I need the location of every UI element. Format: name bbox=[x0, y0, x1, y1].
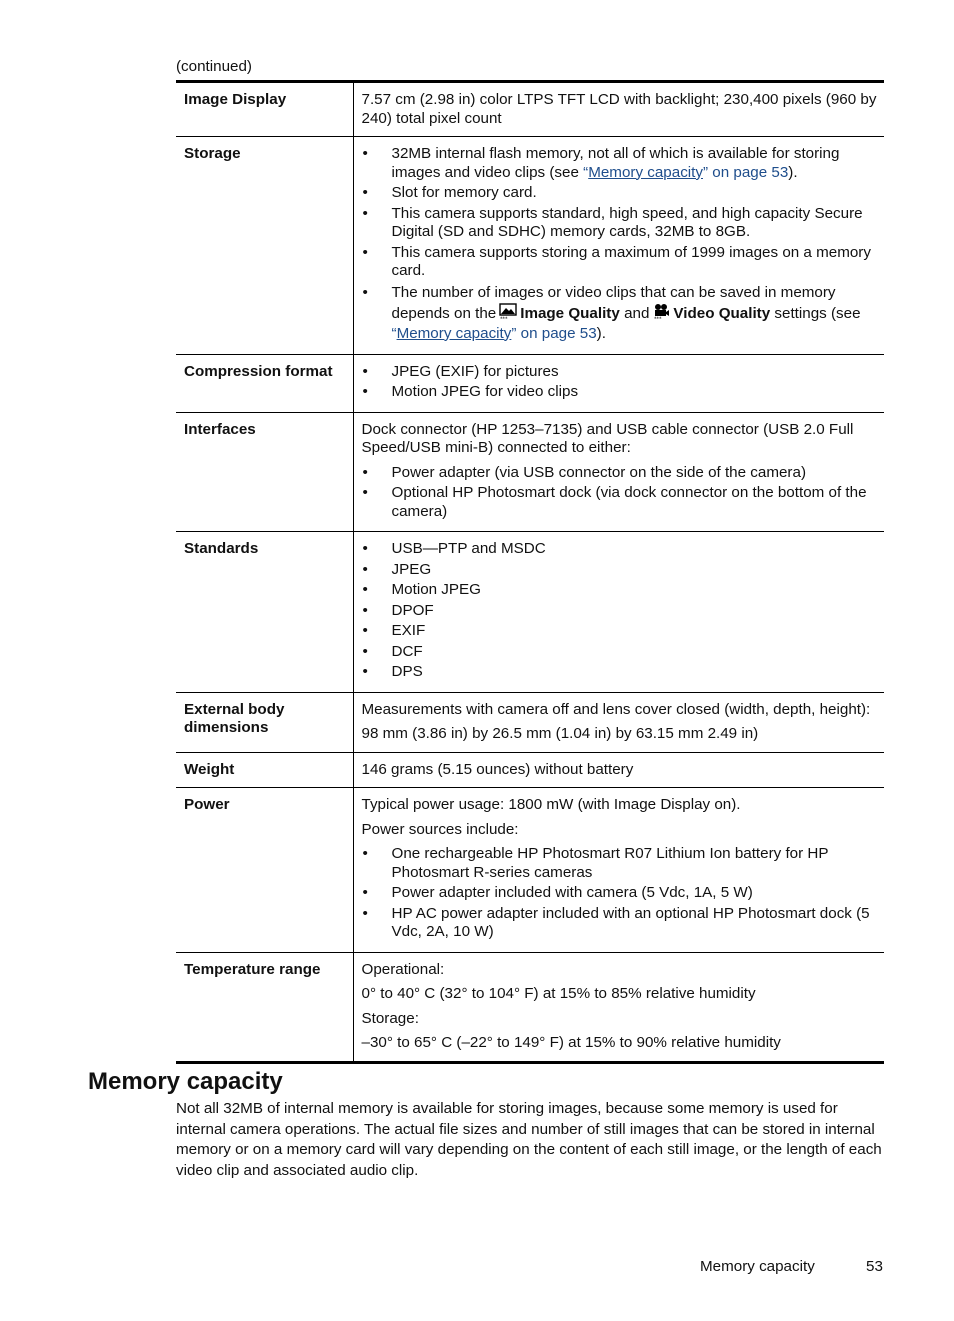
storage-b1-page-ref[interactable]: ” on page 53 bbox=[703, 163, 789, 181]
value-standards bbox=[353, 532, 884, 693]
spec-table bbox=[176, 80, 884, 1064]
dimensions-value: 98 mm (3.86 in) by 26.5 mm (1.04 in) by 63.15 mm 2.49 in) bbox=[361, 725, 759, 742]
power-usage: Typical power usage: 1800 mW (with Image Display on). bbox=[361, 796, 741, 813]
row-storage bbox=[176, 137, 884, 355]
image-display-text: 7.57 cm (2.98 in) color LTPS TFT LCD with backlight; 230,400 pixels (960 by 240) total pixel count bbox=[361, 91, 877, 127]
label-compression-format: Compression format bbox=[176, 354, 353, 412]
row-weight bbox=[176, 752, 884, 788]
row-temperature-range bbox=[176, 952, 884, 1062]
standards-item: • DPS bbox=[362, 663, 879, 682]
video-quality-icon bbox=[652, 303, 670, 321]
value-interfaces bbox=[353, 412, 884, 532]
standards-item: • DPOF bbox=[362, 602, 879, 621]
continued-label: (continued) bbox=[176, 58, 252, 75]
label-storage: Storage bbox=[176, 137, 353, 355]
power-source-item: • Power adapter included with camera (5 Vdc, 1A, 5 W) bbox=[362, 884, 879, 903]
storage-item: • This camera supports standard, high speed, and high capacity Secure Digital (SD and SDHC) memory cards, 32MB to 8GB. bbox=[362, 205, 879, 242]
storage-b5-settings: settings (see bbox=[774, 304, 861, 322]
section-heading: Memory capacity bbox=[88, 1068, 283, 1095]
label-weight: Weight bbox=[176, 752, 353, 788]
power-source-item: • One rechargeable HP Photosmart R07 Lithium Ion battery for HP Photosmart R-series cameras bbox=[362, 845, 879, 882]
interfaces-item: • Optional HP Photosmart dock (via dock connector on the bottom of the camera) bbox=[362, 484, 879, 521]
storage-item: • This camera supports storing a maximum of 1999 images on a memory card. bbox=[362, 244, 879, 281]
power-sources-intro: Power sources include: bbox=[361, 820, 519, 838]
storage-b1-quote-open: “ bbox=[583, 163, 589, 181]
image-quality-label: Image Quality bbox=[520, 304, 620, 322]
storage-b5-end: ). bbox=[596, 324, 606, 342]
interfaces-intro: Dock connector (HP 1253–7135) and USB cable connector (USB 2.0 Full Speed/USB mini-B) connected to either: bbox=[361, 420, 854, 456]
storage-b1-text: 32MB internal flash memory, not all of which is available for storing images and video clips (see bbox=[391, 145, 840, 181]
label-interfaces: Interfaces bbox=[176, 412, 353, 532]
label-temperature-range: Temperature range bbox=[176, 952, 353, 1062]
value-compression-format bbox=[353, 354, 884, 412]
temperature-operational-value: 0° to 40° C (32° to 104° F) at 15% to 85% relative humidity bbox=[361, 985, 756, 1002]
memory-capacity-link[interactable]: Memory capacity bbox=[588, 163, 703, 181]
temperature-storage-label: Storage: bbox=[361, 1009, 419, 1027]
value-weight bbox=[353, 752, 884, 788]
value-storage bbox=[353, 137, 884, 355]
storage-b5-quote-open: “ bbox=[391, 324, 397, 342]
value-external-body-dimensions bbox=[353, 692, 884, 752]
storage-b5-and: and bbox=[624, 304, 650, 322]
row-power bbox=[176, 788, 884, 953]
power-sources-list bbox=[362, 845, 879, 942]
storage-b1-end: ). bbox=[788, 163, 798, 181]
svg-text:***: *** bbox=[500, 316, 508, 321]
storage-list bbox=[362, 145, 879, 344]
storage-item bbox=[362, 145, 879, 182]
standards-item: • JPEG bbox=[362, 561, 879, 580]
row-standards bbox=[176, 532, 884, 693]
section-body: Not all 32MB of internal memory is available for storing images, because some memory is used for internal camera operations. The actual file sizes and number of still images that can be stored in internal memory or on a memory card will vary depending on the content of each still image, or the length of each video clip and associated audio clip. bbox=[176, 1100, 882, 1179]
interfaces-list bbox=[362, 464, 879, 522]
compression-list bbox=[362, 363, 879, 402]
row-interfaces bbox=[176, 412, 884, 532]
storage-item bbox=[362, 283, 879, 344]
page-number: 53 bbox=[866, 1258, 883, 1275]
compression-item: • JPEG (EXIF) for pictures bbox=[362, 363, 879, 382]
storage-b5-page-ref[interactable]: ” on page 53 bbox=[511, 324, 597, 342]
row-compression-format bbox=[176, 354, 884, 412]
standards-list bbox=[362, 540, 879, 682]
standards-item: • EXIF bbox=[362, 622, 879, 641]
standards-item: • DCF bbox=[362, 643, 879, 662]
temperature-operational-label: Operational: bbox=[361, 960, 445, 978]
value-temperature-range bbox=[353, 952, 884, 1062]
label-external-body-dimensions: External body dimensions bbox=[176, 692, 353, 752]
power-source-item: • HP AC power adapter included with an optional HP Photosmart dock (5 Vdc, 2A, 10 W) bbox=[362, 905, 879, 942]
label-power: Power bbox=[176, 788, 353, 953]
compression-item: • Motion JPEG for video clips bbox=[362, 383, 879, 402]
standards-item: • USB—PTP and MSDC bbox=[362, 540, 879, 559]
footer-title: Memory capacity bbox=[700, 1258, 815, 1275]
value-image-display bbox=[353, 82, 884, 137]
temperature-storage-value: –30° to 65° C (–22° to 149° F) at 15% to 90% relative humidity bbox=[361, 1034, 781, 1051]
video-quality-label: Video Quality bbox=[673, 304, 771, 322]
row-image-display bbox=[176, 82, 884, 137]
dimensions-description: Measurements with camera off and lens cover closed (width, depth, height): bbox=[361, 700, 871, 718]
weight-text: 146 grams (5.15 ounces) without battery bbox=[361, 760, 634, 778]
label-image-display: Image Display bbox=[176, 82, 353, 137]
row-external-body-dimensions bbox=[176, 692, 884, 752]
interfaces-item: • Power adapter (via USB connector on the side of the camera) bbox=[362, 464, 879, 483]
storage-b5-text: The number of images or video clips that can be saved in memory depends on the bbox=[391, 283, 836, 322]
memory-capacity-link[interactable]: Memory capacity bbox=[396, 324, 512, 342]
svg-text:***: *** bbox=[654, 316, 662, 321]
storage-item: • Slot for memory card. bbox=[362, 184, 879, 203]
standards-item: • Motion JPEG bbox=[362, 581, 879, 600]
image-quality-icon bbox=[499, 303, 517, 321]
value-power bbox=[353, 788, 884, 953]
label-standards: Standards bbox=[176, 532, 353, 693]
